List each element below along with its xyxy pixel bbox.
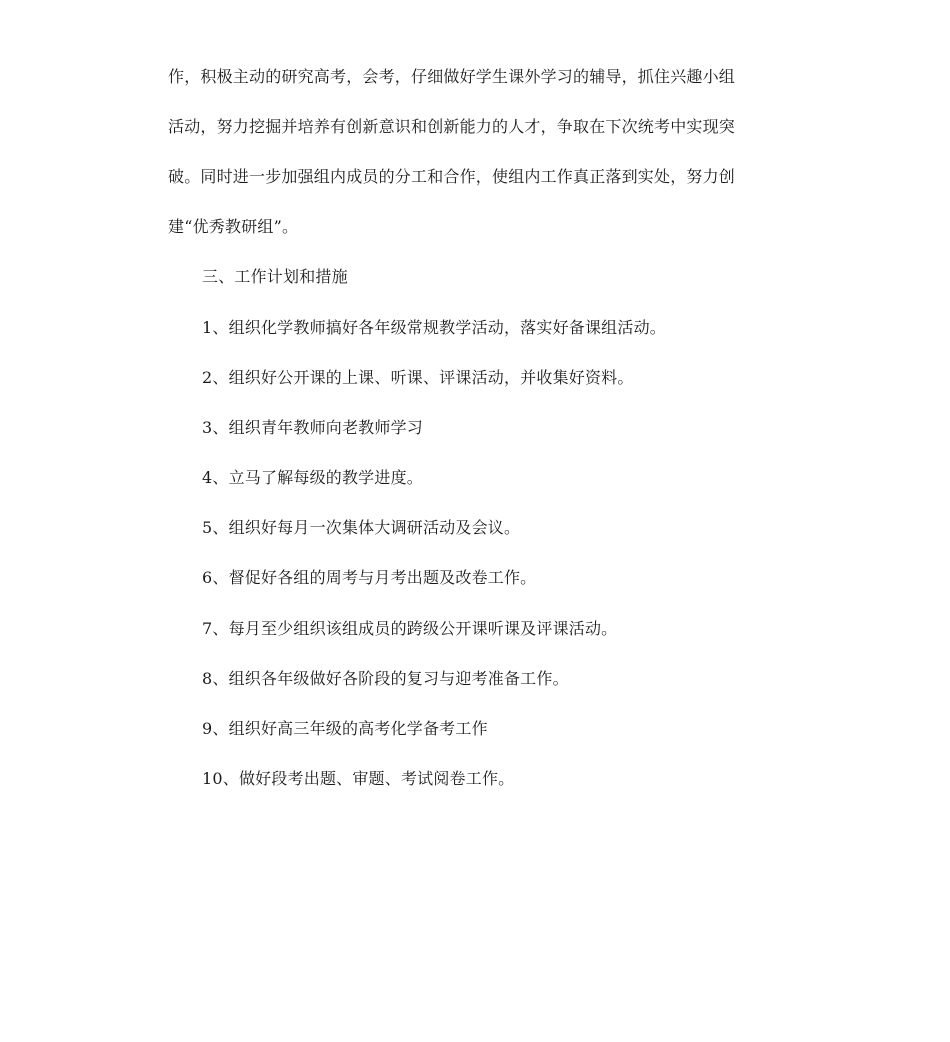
list-item: 1、组织化学教师搞好各年级常规教学活动，落实好备课组活动。 bbox=[202, 318, 666, 337]
paragraph-line-3: 破。同时进一步加强组内成员的分工和合作，使组内工作真正落到实处，努力创 bbox=[168, 167, 736, 186]
paragraph-line-2: 活动，努力挖掘并培养有创新意识和创新能力的人才，争取在下次统考中实现突 bbox=[168, 117, 736, 136]
list-item: 3、组织青年教师向老教师学习 bbox=[202, 418, 423, 437]
list-item: 5、组织好每月一次集体大调研活动及会议。 bbox=[202, 518, 521, 537]
list-item: 6、督促好各组的周考与月考出题及改卷工作。 bbox=[202, 568, 537, 587]
document-page bbox=[168, 0, 780, 1042]
list-item: 8、组织各年级做好各阶段的复习与迎考准备工作。 bbox=[202, 669, 569, 688]
list-item: 9、组织好高三年级的高考化学备考工作 bbox=[202, 719, 488, 738]
paragraph-line-4: 建“优秀教研组”。 bbox=[168, 217, 299, 236]
section-heading: 三、工作计划和措施 bbox=[202, 267, 348, 286]
list-item: 2、组织好公开课的上课、听课、评课活动，并收集好资料。 bbox=[202, 368, 634, 387]
list-item: 4、立马了解每级的教学进度。 bbox=[202, 468, 423, 487]
list-item: 7、每月至少组织该组成员的跨级公开课听课及评课活动。 bbox=[202, 619, 618, 638]
paragraph-line-1: 作，积极主动的研究高考，会考，仔细做好学生课外学习的辅导，抓住兴趣小组 bbox=[168, 67, 736, 86]
list-item: 10、做好段考出题、审题、考试阅卷工作。 bbox=[202, 769, 515, 788]
